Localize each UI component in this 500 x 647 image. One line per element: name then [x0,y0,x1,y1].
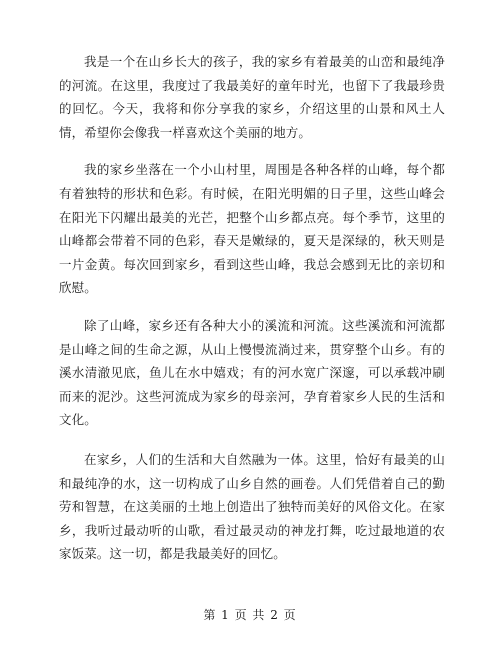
page-number-footer: 第 1 页 共 2 页 [203,608,297,622]
paragraph: 在家乡，人们的生活和大自然融为一体。这里，恰好有最美的山和最纯净的水，这一切构成了山乡自然的画卷。人们凭借着自己的勤劳和智慧，在这美丽的土地上创造出了独特而美好的风俗文化。在家乡，我听过最动听的山歌，看过最灵动的神龙打舞，吃过最地道的农家饭菜。这一切，都是我最美好的回忆。 [59,451,445,562]
paragraph: 除了山峰，家乡还有各种大小的溪流和河流。这些溪流和河流都是山峰之间的生命之源，从山上慢慢流淌过来，贯穿整个山乡。有的溪水清澈见底，鱼儿在水中嬉戏；有的河水宽广深邃，可以承载冲刷而来的泥沙。这些河流成为家乡的母亲河，孕育着家乡人民的生活和文化。 [59,317,445,428]
document-body [59,50,445,582]
paragraph: 我的家乡坐落在一个小山村里，周围是各种各样的山峰，每个都有着独特的形状和色彩。有时候，在阳光明媚的日子里，这些山峰会在阳光下闪耀出最美的光芒，把整个山乡都点亮。每个季节，这里的山峰都会带着不同的色彩，春天是嫩绿的，夏天是深绿的，秋天则是一片金黄。每次回到家乡，看到这些山峰，我总会感到无比的亲切和欣慰。 [59,162,445,296]
paragraph: 我是一个在山乡长大的孩子，我的家乡有着最美的山峦和最纯净的河流。在这里，我度过了我最美好的童年时光，也留下了我最珍贵的回忆。今天，我将和你分享我的家乡，介绍这里的山景和风土人情，希望你会像我一样喜欢这个美丽的地方。 [59,54,445,140]
